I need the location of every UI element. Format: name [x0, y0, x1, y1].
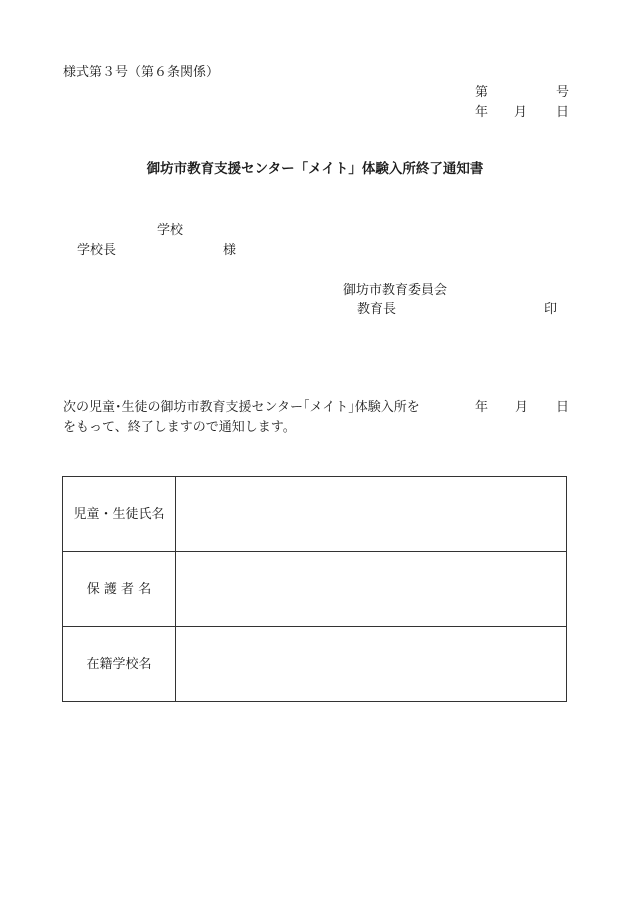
addressee-honorific: 様: [223, 243, 237, 258]
form-number: 様式第３号（第６条関係）: [63, 65, 220, 80]
number-prefix: 第: [475, 85, 489, 100]
addressee-principal: 学校長: [77, 243, 117, 258]
info-table: [62, 476, 567, 702]
sender-superintendent: 教育長: [357, 302, 397, 317]
document-title: 御坊市教育支援センター「メイト」体験入所終了通知書: [146, 161, 484, 177]
end-date-year: 年: [475, 400, 489, 415]
number-suffix: 号: [556, 85, 570, 100]
guardian-name-field[interactable]: [176, 552, 567, 627]
school-name-label: 在籍学校名: [63, 627, 176, 702]
table-row: [63, 477, 567, 552]
seal-mark: 印: [544, 302, 558, 317]
end-date-month: 月: [515, 400, 529, 415]
addressee-school: 学校: [157, 223, 184, 238]
school-name-field[interactable]: [176, 627, 567, 702]
body-text-line2: をもって、終了しますので通知します。: [63, 420, 296, 435]
end-date-day: 日: [556, 400, 570, 415]
guardian-name-label: 保 護 者 名: [63, 552, 176, 627]
student-name-field[interactable]: [176, 477, 567, 552]
body-text-line1: 次の児童･生徒の御坊市教育支援センター｢メイト｣体験入所を: [63, 400, 420, 415]
student-name-label: 児童・生徒氏名: [63, 477, 176, 552]
issue-date-day: 日: [556, 105, 570, 120]
table-row: [63, 627, 567, 702]
issue-date-month: 月: [514, 105, 528, 120]
issue-date-year: 年: [475, 105, 489, 120]
sender-board: 御坊市教育委員会: [343, 283, 448, 298]
table-row: [63, 552, 567, 627]
